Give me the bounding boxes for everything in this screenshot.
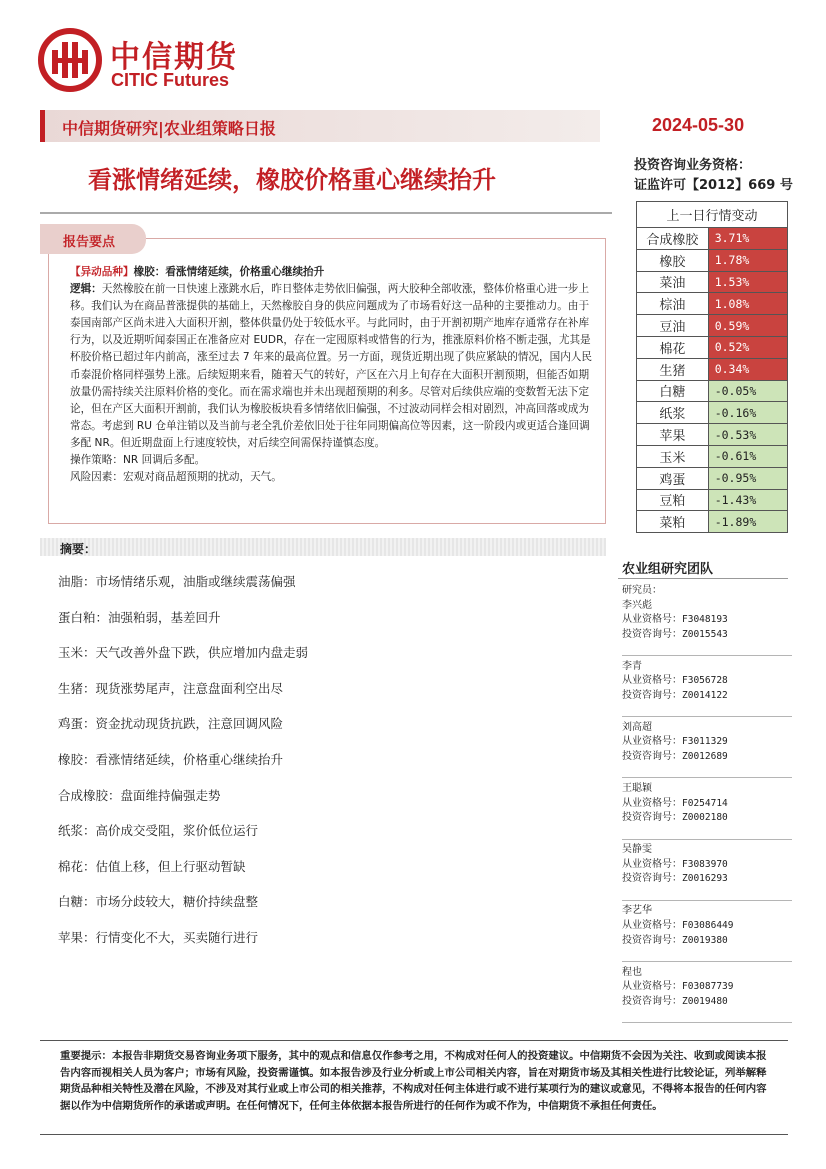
- summary-item: 苹果：行情变化不大，买卖随行进行: [58, 929, 259, 945]
- team-member: [622, 721, 792, 779]
- team-member: [622, 904, 792, 962]
- summary-item: 纸浆：高价成交受阻，浆价低位运行: [58, 823, 259, 839]
- logo-name-en: CITIC Futures: [111, 70, 230, 90]
- member-consult-row: [622, 934, 792, 949]
- member-name: 王聪颖: [622, 782, 652, 794]
- consult-label: 投资咨询号：: [622, 750, 682, 762]
- summary-item: 蛋白粕：油强粕弱，基差回升: [58, 609, 221, 625]
- member-name: 李艺华: [622, 905, 652, 917]
- team-member: [622, 584, 792, 656]
- market-row: [637, 511, 788, 533]
- summary-item: 玉米：天气改善外盘下跌，供应增加内盘走弱: [58, 645, 309, 661]
- header-bar-text: 中信期货研究|农业组策略日报: [62, 119, 276, 138]
- member-practice-id: F3011329: [682, 736, 728, 748]
- consult-label: 投资咨询号：: [622, 873, 682, 885]
- market-row-change: 3.71%: [708, 228, 787, 250]
- team-member: [622, 966, 792, 1024]
- report-key-strategy: 操作策略：NR 回调后多配。: [70, 454, 206, 467]
- summary-item: 油脂：市场情绪乐观，油脂或继续震荡偏强: [58, 574, 296, 589]
- practice-label: 从业资格号：: [622, 614, 682, 626]
- member-consult-row: [622, 628, 792, 643]
- market-row-change: -0.95%: [708, 467, 787, 489]
- report-key-tab-label: 报告要点: [63, 235, 116, 250]
- market-row-change: -0.16%: [708, 402, 787, 424]
- team-list: [622, 584, 792, 1027]
- market-row-name: 橡胶: [637, 249, 709, 271]
- report-key-body: [70, 264, 598, 486]
- market-row-change: -0.53%: [708, 424, 787, 446]
- logic-label: 逻辑：: [70, 283, 102, 296]
- team-divider: [618, 578, 788, 579]
- disclaimer-text: 重要提示：本报告非期货交易咨询业务项下服务，其中的观点和信息仅作参考之用，不构成对任何人的投资建议。中信期货不会因为关注、收到或阅读本报告内容而视相关人员为客户；市场有风险，投资需谨慎。如本报告涉及行业分析或上市公司相关内容，旨在对期货市场及其相关性进行比较论证，列举解释期货品种相关特性及潜在风险，不涉及对其行业或上市公司的相关推荐，不构成对任何主体进行或不进行某项行为的建议或意见，不得将本报告的任何内容据以作为中信期货所作的承诺或声明。在任何情况下，任何主体依据本报告所进行的任何作为或不作为，中信期货不承担任何责任。: [60, 1050, 767, 1112]
- market-table-header: [637, 202, 788, 228]
- market-row-name: 豆粕: [637, 489, 709, 511]
- member-practice-row: [622, 858, 792, 873]
- member-consult-id: Z0019380: [682, 934, 728, 946]
- practice-label: 从业资格号：: [622, 736, 682, 748]
- market-change-table: [636, 201, 788, 533]
- headline-tag: 【异动品种】: [70, 266, 134, 278]
- summary-bar: [40, 538, 606, 556]
- market-row: [637, 336, 788, 358]
- market-row: [637, 271, 788, 293]
- market-row-name: 玉米: [637, 445, 709, 467]
- consult-label: 投资咨询号：: [622, 628, 682, 640]
- market-row: [637, 249, 788, 271]
- logic-text: 天然橡胶在前一日快速上涨跳水后，昨日整体走势依旧偏强，两大胶种全部收涨，整体价格重心进一步上移。我们认为在商品普涨提供的基础上，天然橡胶自身的供应问题成为了市场看好这一品种的主要推动力。由于泰国南部产区尚未进入大面积开割，整体供量仍处于较低水平。与此同时，由于开割初期产地库存通常存在补库行为，以及近期听闻泰国正在准备应对 EUDR，存在一定囤原料或惜售的行为，推涨原料价格不断走强，尤其是杯胶价格已超过年内前高，涨至过去 7 年来的最高位置。另一方面，现货近期出现了供应紧缺的情况，国内人民币泰混价格同样强势上涨。后续短期来看，随着天气的转好，产区在六月上旬存在大面积开割预期，但能否如期放量仍需持续关注原料价格的变化。而在需求端也并未出现超预期的利多。尽管对后续供应端的变数暂无法下定论，但在产区大面积开割前，我们认为橡胶板块看多情绪依旧偏强，不过波动同样会相对剧烈，冲高回落或成为常态。考虑到 RU 仓单注销以及当前与老全乳价差依旧处于往年同期偏高位等因素，这一阶段内或更适合逢回调多配 NR。但近期盘面上行速度较快，对后续空间需保持谨慎态度。: [70, 283, 592, 449]
- market-row-change: 0.59%: [708, 315, 787, 337]
- qualification-license: 证监许可【2012】669 号: [634, 178, 793, 193]
- summary-item: 合成橡胶：盘面维持偏强走势: [58, 787, 221, 803]
- market-row-name: 豆油: [637, 315, 709, 337]
- member-consult-id: Z0012689: [682, 750, 728, 762]
- team-member: [622, 660, 792, 718]
- summary-list: [58, 572, 578, 964]
- market-row-name: 菜粕: [637, 511, 709, 533]
- practice-label: 从业资格号：: [622, 858, 682, 870]
- team-member: [622, 843, 792, 901]
- company-logo: [38, 28, 268, 94]
- market-row-name: 纸浆: [637, 402, 709, 424]
- member-consult-id: Z0015543: [682, 628, 728, 640]
- market-row: [637, 380, 788, 402]
- disclaimer-rule-bottom: [40, 1134, 788, 1135]
- market-row: [637, 228, 788, 250]
- market-row-name: 鸡蛋: [637, 467, 709, 489]
- practice-label: 从业资格号：: [622, 675, 682, 687]
- market-row-change: 0.52%: [708, 336, 787, 358]
- member-consult-row: [622, 811, 792, 826]
- consult-label: 投资咨询号：: [622, 689, 682, 701]
- market-row: [637, 358, 788, 380]
- member-practice-row: [622, 980, 792, 995]
- market-row: [637, 424, 788, 446]
- consult-label: 投资咨询号：: [622, 934, 682, 946]
- practice-label: 从业资格号：: [622, 981, 682, 993]
- market-row: [637, 489, 788, 511]
- summary-item: 棉花：估值上移，但上行驱动暂缺: [58, 858, 246, 874]
- member-consult-id: Z0016293: [682, 873, 728, 885]
- logo-name-cn: 中信期货: [110, 40, 238, 75]
- market-row-name: 白糖: [637, 380, 709, 402]
- market-row-change: -1.43%: [708, 489, 787, 511]
- consult-label: 投资咨询号：: [622, 812, 682, 824]
- member-consult-id: Z0002180: [682, 812, 728, 824]
- member-practice-row: [622, 797, 792, 812]
- member-name: 刘高超: [622, 721, 652, 733]
- header-bar-accent: [40, 110, 45, 142]
- member-consult-row: [622, 689, 792, 704]
- member-consult-id: Z0014122: [682, 689, 728, 701]
- headline-text: 橡胶：看涨情绪延续，价格重心继续抬升: [133, 266, 325, 278]
- consult-label: 投资咨询号：: [622, 995, 682, 1007]
- market-row-change: 0.34%: [708, 358, 787, 380]
- researcher-label: 研究员：: [622, 585, 662, 596]
- member-practice-id: F3048193: [682, 614, 728, 626]
- market-row-change: 1.08%: [708, 293, 787, 315]
- market-row-change: -1.89%: [708, 511, 787, 533]
- market-row-name: 合成橡胶: [637, 228, 709, 250]
- member-consult-id: Z0019480: [682, 995, 728, 1007]
- practice-label: 从业资格号：: [622, 797, 682, 809]
- market-row: [637, 315, 788, 337]
- summary-item: 生猪：现货涨势尾声，注意盘面利空出尽: [58, 680, 284, 696]
- market-row-name: 棉花: [637, 336, 709, 358]
- member-practice-row: [622, 674, 792, 689]
- member-practice-id: F3083970: [682, 858, 728, 870]
- member-practice-id: F3056728: [682, 675, 728, 687]
- member-name: 李青: [622, 660, 642, 672]
- summary-title: 摘要：: [60, 542, 97, 556]
- citic-logo-icon: [38, 28, 102, 92]
- member-practice-id: F03086449: [682, 919, 734, 931]
- member-practice-row: [622, 613, 792, 628]
- member-practice-row: [622, 735, 792, 750]
- member-practice-id: F0254714: [682, 797, 728, 809]
- market-row-name: 生猪: [637, 358, 709, 380]
- summary-item: 鸡蛋：资金扰动现货抗跌，注意回调风险: [58, 716, 284, 732]
- summary-item: 白糖：市场分歧较大，糖价持续盘整: [58, 894, 259, 910]
- report-key-risk: 风险因素：宏观对商品超预期的扰动，天气。: [70, 471, 282, 484]
- market-row: [637, 467, 788, 489]
- title-divider: [40, 212, 612, 214]
- market-row: [637, 445, 788, 467]
- member-consult-row: [622, 750, 792, 765]
- member-practice-row: [622, 919, 792, 934]
- member-name: 程也: [622, 966, 642, 978]
- market-row-change: 1.78%: [708, 249, 787, 271]
- page-title: 看涨情绪延续，橡胶价格重心继续抬升: [88, 166, 496, 194]
- qualification-label: 投资咨询业务资格：: [634, 158, 752, 173]
- market-row-name: 棕油: [637, 293, 709, 315]
- summary-item: 橡胶：看涨情绪延续，价格重心继续抬升: [58, 751, 284, 767]
- member-consult-row: [622, 872, 792, 887]
- report-date: 2024-05-30: [652, 115, 745, 135]
- market-row-change: -0.05%: [708, 380, 787, 402]
- member-name: 吴静雯: [622, 844, 652, 856]
- practice-label: 从业资格号：: [622, 919, 682, 931]
- market-row-change: 1.53%: [708, 271, 787, 293]
- market-row: [637, 293, 788, 315]
- market-row-change: -0.61%: [708, 445, 787, 467]
- disclaimer-rule-top: [40, 1040, 788, 1041]
- member-practice-id: F03087739: [682, 981, 734, 993]
- report-key-headline: [70, 264, 598, 281]
- member-consult-row: [622, 995, 792, 1010]
- market-table-title: 上一日行情变动: [637, 202, 788, 228]
- team-member: [622, 782, 792, 840]
- member-name: 李兴彪: [622, 599, 652, 611]
- market-row-name: 菜油: [637, 271, 709, 293]
- market-row-name: 苹果: [637, 424, 709, 446]
- market-row: [637, 402, 788, 424]
- team-title: 农业组研究团队: [622, 562, 714, 577]
- report-key-logic: [70, 281, 598, 452]
